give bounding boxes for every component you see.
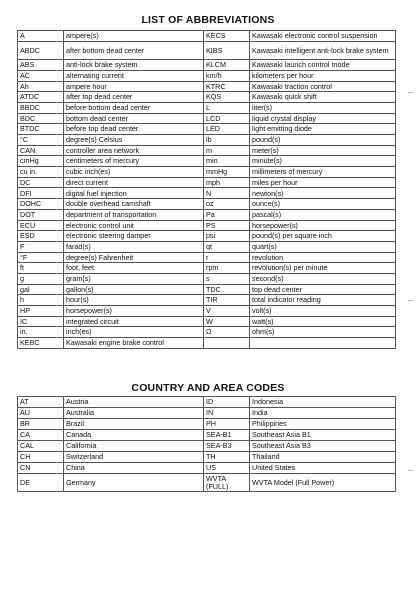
abbreviation-code: s bbox=[204, 273, 250, 284]
country-name: Austria bbox=[64, 397, 204, 408]
abbreviation-code: psi bbox=[204, 231, 250, 242]
abbreviation-code: LCD bbox=[204, 113, 250, 124]
abbreviation-code: BBDC bbox=[18, 102, 64, 113]
abbreviation-meaning: Kawasaki launch control mode bbox=[250, 60, 396, 71]
abbreviation-code: mph bbox=[204, 177, 250, 188]
country-name: California bbox=[64, 441, 204, 452]
abbreviation-code: gal bbox=[18, 284, 64, 295]
table-row bbox=[18, 295, 396, 306]
abbreviation-code: KEBC bbox=[18, 338, 64, 349]
abbreviation-meaning: minute(s) bbox=[250, 156, 396, 167]
abbreviation-meaning: millimeters of mercury bbox=[250, 167, 396, 178]
country-code: AU bbox=[18, 408, 64, 419]
country-codes-table bbox=[17, 396, 396, 492]
abbreviation-meaning: horsepower(s) bbox=[250, 220, 396, 231]
abbreviation-code: AC bbox=[18, 70, 64, 81]
abbreviation-code: °F bbox=[18, 252, 64, 263]
abbreviation-meaning: Kawasaki quick shift bbox=[250, 92, 396, 103]
abbreviation-meaning: integrated circuit bbox=[64, 316, 204, 327]
abbreviation-code: KQS bbox=[204, 92, 250, 103]
table-row bbox=[18, 220, 396, 231]
abbreviation-meaning: foot, feet bbox=[64, 263, 204, 274]
table-row bbox=[18, 284, 396, 295]
country-name: China bbox=[64, 463, 204, 474]
abbreviation-code: qt bbox=[204, 241, 250, 252]
abbreviation-code: ATDC bbox=[18, 92, 64, 103]
abbreviation-code: V bbox=[204, 306, 250, 317]
table-row bbox=[18, 177, 396, 188]
abbreviation-meaning: bottom dead center bbox=[64, 113, 204, 124]
abbreviation-meaning: pound(s) per square inch bbox=[250, 231, 396, 242]
table-row bbox=[18, 135, 396, 146]
country-code: CH bbox=[18, 452, 64, 463]
abbreviation-code: DC bbox=[18, 177, 64, 188]
abbreviation-meaning: liquid crystal display bbox=[250, 113, 396, 124]
abbreviation-code: KLCM bbox=[204, 60, 250, 71]
abbreviation-code: Pa bbox=[204, 209, 250, 220]
table-row bbox=[18, 441, 396, 452]
abbreviation-meaning: pascal(s) bbox=[250, 209, 396, 220]
abbreviation-meaning: ampere(s) bbox=[64, 31, 204, 42]
table-row bbox=[18, 419, 396, 430]
table-row bbox=[18, 408, 396, 419]
abbreviation-meaning: ohm(s) bbox=[250, 327, 396, 338]
abbreviation-meaning: inch(es) bbox=[64, 327, 204, 338]
abbreviation-meaning: double overhead camshaft bbox=[64, 199, 204, 210]
table-row bbox=[18, 31, 396, 42]
table-row bbox=[18, 327, 396, 338]
abbreviation-code: m bbox=[204, 145, 250, 156]
country-name: Canada bbox=[64, 430, 204, 441]
abbreviation-meaning: pound(s) bbox=[250, 135, 396, 146]
table-row bbox=[18, 156, 396, 167]
country-name: Southeast Asia B3 bbox=[250, 441, 396, 452]
abbreviation-meaning: degree(s) Fahrenheit bbox=[64, 252, 204, 263]
abbreviation-code: F bbox=[18, 241, 64, 252]
abbreviation-code: CAN bbox=[18, 145, 64, 156]
table-row bbox=[18, 397, 396, 408]
abbreviation-meaning: electronic steering damper bbox=[64, 231, 204, 242]
table-row bbox=[18, 231, 396, 242]
abbreviation-code: PS bbox=[204, 220, 250, 231]
abbreviation-code: g bbox=[18, 273, 64, 284]
abbreviations-table bbox=[17, 30, 396, 349]
table-row bbox=[18, 430, 396, 441]
country-code: US bbox=[204, 463, 250, 474]
country-name: Brazil bbox=[64, 419, 204, 430]
abbreviation-meaning: revolution bbox=[250, 252, 396, 263]
abbreviation-meaning: department of transportation bbox=[64, 209, 204, 220]
abbreviation-code: DOHC bbox=[18, 199, 64, 210]
abbreviation-code: BDC bbox=[18, 113, 64, 124]
abbreviation-meaning: total indicator reading bbox=[250, 295, 396, 306]
abbreviation-code: mmHg bbox=[204, 167, 250, 178]
country-name: Thailand bbox=[250, 452, 396, 463]
abbreviation-meaning: meter(s) bbox=[250, 145, 396, 156]
page-edge-mark bbox=[408, 300, 413, 301]
country-code: AT bbox=[18, 397, 64, 408]
abbreviation-meaning: electronic control unit bbox=[64, 220, 204, 231]
table-row bbox=[18, 167, 396, 178]
table-row bbox=[18, 263, 396, 274]
table-row bbox=[18, 199, 396, 210]
abbreviation-code: min bbox=[204, 156, 250, 167]
table-row bbox=[18, 92, 396, 103]
abbreviation-meaning: cubic inch(es) bbox=[64, 167, 204, 178]
abbreviation-code: IC bbox=[18, 316, 64, 327]
abbreviation-code: ESD bbox=[18, 231, 64, 242]
abbreviation-meaning: anti-lock brake system bbox=[64, 60, 204, 71]
table-row bbox=[18, 41, 396, 60]
abbreviation-code: °C bbox=[18, 135, 64, 146]
abbreviation-meaning: quart(s) bbox=[250, 241, 396, 252]
table-row bbox=[18, 252, 396, 263]
abbreviation-meaning: direct current bbox=[64, 177, 204, 188]
abbreviation-code: ft bbox=[18, 263, 64, 274]
abbreviation-meaning: volt(s) bbox=[250, 306, 396, 317]
abbreviation-code: oz bbox=[204, 199, 250, 210]
country-code: CN bbox=[18, 463, 64, 474]
table-row bbox=[18, 209, 396, 220]
abbreviation-meaning: centimeters of mercury bbox=[64, 156, 204, 167]
abbreviation-meaning bbox=[250, 338, 396, 349]
country-code: SEA-B1 bbox=[204, 430, 250, 441]
abbreviation-code: TIR bbox=[204, 295, 250, 306]
country-name: Indonesia bbox=[250, 397, 396, 408]
abbreviation-code: cu in. bbox=[18, 167, 64, 178]
abbreviation-meaning: revolution(s) per minute bbox=[250, 263, 396, 274]
country-name: Southeast Asia B1 bbox=[250, 430, 396, 441]
abbreviation-meaning: degree(s) Celsius bbox=[64, 135, 204, 146]
abbreviation-code: DFI bbox=[18, 188, 64, 199]
abbreviation-code: N bbox=[204, 188, 250, 199]
abbreviation-meaning: liter(s) bbox=[250, 102, 396, 113]
abbreviation-code: ABDC bbox=[18, 41, 64, 60]
abbreviation-code: W bbox=[204, 316, 250, 327]
abbreviation-meaning: miles per hour bbox=[250, 177, 396, 188]
table-row bbox=[18, 306, 396, 317]
table-row bbox=[18, 124, 396, 135]
abbreviation-code: HP bbox=[18, 306, 64, 317]
abbreviation-meaning: horsepower(s) bbox=[64, 306, 204, 317]
country-name: Philippines bbox=[250, 419, 396, 430]
abbreviation-code: LED bbox=[204, 124, 250, 135]
country-code: TH bbox=[204, 452, 250, 463]
abbreviation-code bbox=[204, 338, 250, 349]
country-name: Switzerland bbox=[64, 452, 204, 463]
abbreviations-title: LIST OF ABBREVIATIONS bbox=[141, 14, 275, 26]
country-name: Germany bbox=[64, 474, 204, 492]
abbreviation-code: ABS bbox=[18, 60, 64, 71]
country-code: IN bbox=[204, 408, 250, 419]
table-row bbox=[18, 145, 396, 156]
abbreviation-meaning: after bottom dead center bbox=[64, 41, 204, 60]
country-code: PH bbox=[204, 419, 250, 430]
abbreviation-meaning: farad(s) bbox=[64, 241, 204, 252]
abbreviation-code: KIBS bbox=[204, 41, 250, 60]
table-row bbox=[18, 338, 396, 349]
abbreviation-code: A bbox=[18, 31, 64, 42]
abbreviation-code: DOT bbox=[18, 209, 64, 220]
abbreviation-code: km/h bbox=[204, 70, 250, 81]
abbreviation-meaning: light emitting diode bbox=[250, 124, 396, 135]
abbreviation-code: r bbox=[204, 252, 250, 263]
page-edge-mark bbox=[408, 470, 413, 471]
table-row bbox=[18, 81, 396, 92]
table-row bbox=[18, 188, 396, 199]
abbreviation-meaning: kilometers per hour bbox=[250, 70, 396, 81]
abbreviation-meaning: hour(s) bbox=[64, 295, 204, 306]
abbreviation-meaning: gallon(s) bbox=[64, 284, 204, 295]
abbreviation-meaning: before top dead center bbox=[64, 124, 204, 135]
table-row bbox=[18, 60, 396, 71]
country-name: India bbox=[250, 408, 396, 419]
abbreviation-meaning: controller area network bbox=[64, 145, 204, 156]
table-row bbox=[18, 70, 396, 81]
table-row bbox=[18, 316, 396, 327]
table-row bbox=[18, 273, 396, 284]
abbreviation-meaning: Kawasaki traction control bbox=[250, 81, 396, 92]
abbreviation-code: ECU bbox=[18, 220, 64, 231]
abbreviation-code: lb bbox=[204, 135, 250, 146]
country-codes-title: COUNTRY AND AREA CODES bbox=[131, 382, 285, 394]
abbreviation-meaning: ampere hour bbox=[64, 81, 204, 92]
abbreviation-code: cmHg bbox=[18, 156, 64, 167]
table-row bbox=[18, 241, 396, 252]
abbreviation-meaning: ounce(s) bbox=[250, 199, 396, 210]
abbreviation-code: in. bbox=[18, 327, 64, 338]
country-code: BR bbox=[18, 419, 64, 430]
abbreviation-code: L bbox=[204, 102, 250, 113]
abbreviation-code: KTRC bbox=[204, 81, 250, 92]
abbreviation-code: Ω bbox=[204, 327, 250, 338]
abbreviation-meaning: Kawasaki intelligent anti-lock brake system bbox=[250, 41, 396, 60]
abbreviation-meaning: before bottom dead center bbox=[64, 102, 204, 113]
country-code: WVTA (FULL) bbox=[204, 474, 250, 492]
table-row bbox=[18, 474, 396, 492]
table-row bbox=[18, 113, 396, 124]
country-name: Australia bbox=[64, 408, 204, 419]
abbreviation-meaning: second(s) bbox=[250, 273, 396, 284]
country-code: CA bbox=[18, 430, 64, 441]
abbreviation-meaning: digital fuel injection bbox=[64, 188, 204, 199]
table-row bbox=[18, 463, 396, 474]
abbreviation-meaning: watt(s) bbox=[250, 316, 396, 327]
country-name: WVTA Model (Full Power) bbox=[250, 474, 396, 492]
country-name: United States bbox=[250, 463, 396, 474]
abbreviation-code: h bbox=[18, 295, 64, 306]
abbreviation-code: BTDC bbox=[18, 124, 64, 135]
abbreviation-code: TDC bbox=[204, 284, 250, 295]
abbreviation-code: Ah bbox=[18, 81, 64, 92]
abbreviation-meaning: Kawasaki engine brake control bbox=[64, 338, 204, 349]
abbreviation-meaning: after top dead center bbox=[64, 92, 204, 103]
abbreviation-code: KECS bbox=[204, 31, 250, 42]
abbreviation-meaning: newton(s) bbox=[250, 188, 396, 199]
country-code: DE bbox=[18, 474, 64, 492]
abbreviation-meaning: gram(s) bbox=[64, 273, 204, 284]
page-edge-mark bbox=[408, 92, 413, 93]
abbreviation-meaning: top dead center bbox=[250, 284, 396, 295]
abbreviation-meaning: Kawasaki electronic control suspension bbox=[250, 31, 396, 42]
table-row bbox=[18, 452, 396, 463]
country-code: SEA-B3 bbox=[204, 441, 250, 452]
abbreviation-code: rpm bbox=[204, 263, 250, 274]
abbreviation-meaning: alternating current bbox=[64, 70, 204, 81]
country-code: CAL bbox=[18, 441, 64, 452]
country-code: ID bbox=[204, 397, 250, 408]
table-row bbox=[18, 102, 396, 113]
